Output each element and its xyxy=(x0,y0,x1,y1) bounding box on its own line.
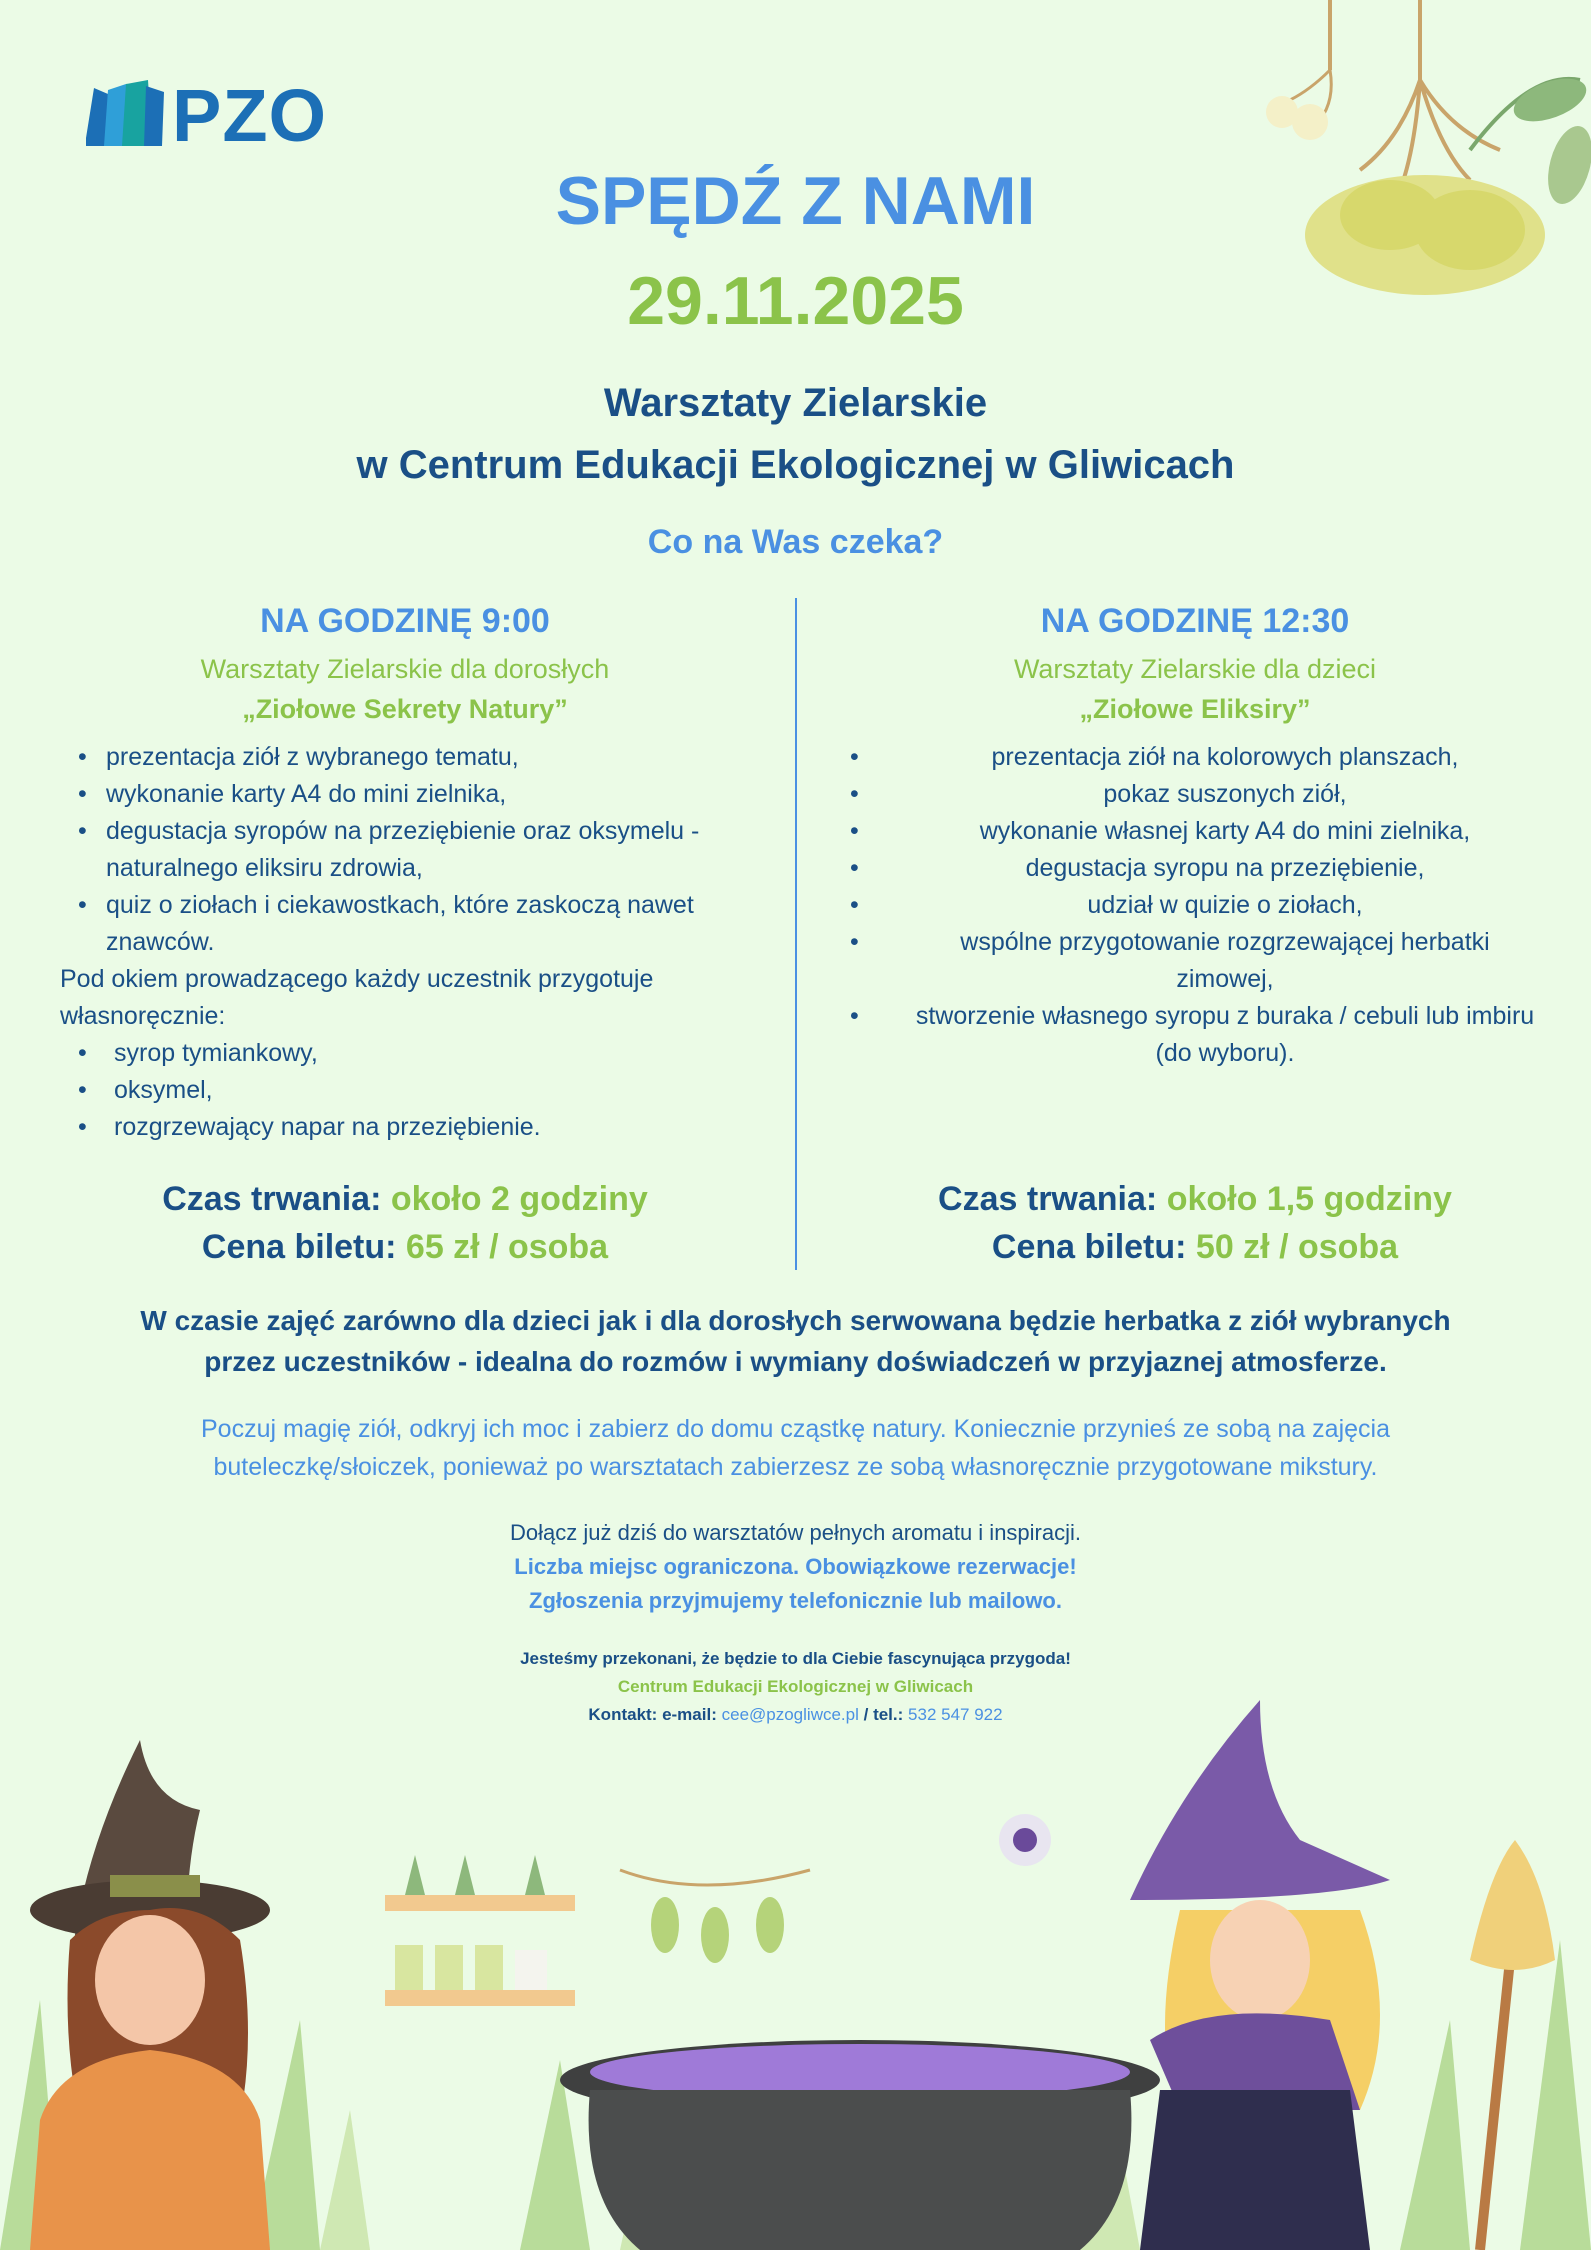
magic-note-line1: Poczuj magię ziół, odkryj ich moc i zabierz do domu cząstkę natury. Koniecznie przynieś ze sobą na zajęcia xyxy=(201,1415,1390,1443)
list-item: • rozgrzewający napar na przeziębienie. xyxy=(60,1109,750,1146)
list-item: • udział w quizie o ziołach, xyxy=(850,887,1540,924)
event-title xyxy=(0,372,1591,496)
adult-time: NA GODZINĘ 9:00 xyxy=(260,602,550,640)
tel-label: / tel.: xyxy=(863,1705,904,1724)
list-item: • wykonanie własnej karty A4 do mini zielnika, xyxy=(850,813,1540,850)
event-title-line1: Warsztaty Zielarskie xyxy=(603,381,988,425)
list-item: • degustacja syropu na przeziębienie, xyxy=(850,850,1540,887)
adult-workshop-name: „Ziołowe Sekrety Natury” xyxy=(242,694,568,724)
event-date: 29.11.2025 xyxy=(627,263,964,339)
organization-name: Centrum Edukacji Ekologicznej w Gliwicach xyxy=(617,1677,974,1696)
list-item: • prezentacja ziół z wybranego tematu, xyxy=(60,739,750,776)
duration-value: około 1,5 godziny xyxy=(1166,1180,1452,1218)
left-witch-icon xyxy=(30,1740,270,2250)
adult-pricing xyxy=(60,1175,750,1271)
magic-note xyxy=(100,1410,1491,1486)
kids-workshop-name: „Ziołowe Eliksiry” xyxy=(1079,694,1311,724)
kids-subtitle: Warsztaty Zielarskie dla dzieci xyxy=(1013,654,1377,684)
limited-text: Liczba miejsc ograniczona. Obowiązkowe rezerwacje! xyxy=(514,1554,1077,1579)
logo-text: PZO xyxy=(172,74,328,157)
pzo-logo xyxy=(86,74,346,157)
column-divider xyxy=(795,598,797,1270)
join-text: Dołącz już dziś do warsztatów pełnych aromatu i inspiracji. xyxy=(509,1520,1081,1545)
garland-icon xyxy=(620,1870,810,1963)
event-title-line2: w Centrum Edukacji Ekologicznej w Gliwicach xyxy=(356,443,1235,487)
magic-note-line2: buteleczkę/słoiczek, ponieważ po warsztatach zabierzesz ze sobą własnoręcznie przygotowane mikstury. xyxy=(213,1453,1378,1481)
adult-subtitle: Warsztaty Zielarskie dla dorosłych xyxy=(200,654,610,684)
reservation-info xyxy=(0,1516,1591,1618)
duration-value: około 2 godziny xyxy=(390,1180,648,1218)
list-item: • wykonanie karty A4 do mini zielnika, xyxy=(60,776,750,813)
adult-program-list xyxy=(60,739,750,961)
kids-time: NA GODZINĘ 12:30 xyxy=(1040,602,1350,640)
tea-note xyxy=(100,1300,1491,1382)
price-value: 65 zł / osoba xyxy=(405,1228,609,1266)
tea-note-line2: przez uczestników - idealna do rozmów i wymiany doświadczeń w przyjaznej atmosferze. xyxy=(204,1346,1387,1377)
headline: SPĘDŹ Z NAMI xyxy=(555,163,1036,239)
phone-link[interactable]: 532 547 922 xyxy=(908,1705,1003,1724)
list-item: • degustacja syropów na przeziębienie oraz oksymelu - naturalnego eliksiru zdrowia, xyxy=(60,813,750,887)
email-link[interactable]: cee@pzogliwce.pl xyxy=(721,1705,859,1724)
duration-label: Czas trwania: xyxy=(938,1180,1158,1218)
list-item: • quiz o ziołach i ciekawostkach, które zaskoczą nawet znawców. xyxy=(60,887,750,961)
list-item: • oksymel, xyxy=(60,1072,750,1109)
tea-note-line1: W czasie zajęć zarówno dla dzieci jak i dla dorosłych serwowana będzie herbatka z ziół wybranych xyxy=(140,1305,1451,1336)
cauldron-icon xyxy=(560,2040,1160,2250)
contact-label: Kontakt: e-mail: xyxy=(588,1705,717,1724)
list-item: • prezentacja ziół na kolorowych planszach, xyxy=(850,739,1540,776)
price-label: Cena biletu: xyxy=(201,1228,397,1266)
pzo-logo-icon xyxy=(86,80,166,152)
list-item: • syrop tymiankowy, xyxy=(60,1035,750,1072)
adult-workshop-column xyxy=(60,602,750,1146)
kids-pricing xyxy=(850,1175,1540,1271)
kids-workshop-column xyxy=(850,602,1540,1072)
price-label: Cena biletu: xyxy=(991,1228,1187,1266)
list-item: • pokaz suszonych ziół, xyxy=(850,776,1540,813)
apply-text: Zgłoszenia przyjmujemy telefonicznie lub mailowo. xyxy=(529,1588,1062,1613)
shelf-icon xyxy=(385,1855,575,2006)
list-item: • stworzenie własnego syropu z buraka / cebuli lub imbiru (do wyboru). xyxy=(850,998,1540,1072)
right-witch-icon xyxy=(1130,1700,1390,2250)
kids-program-list xyxy=(850,739,1540,1072)
adult-intro: Pod okiem prowadzącego każdy uczestnik przygotuje własnoręcznie: xyxy=(60,965,654,1030)
adult-make-list xyxy=(60,1035,750,1146)
closing-text: Jesteśmy przekonani, że będzie to dla Ciebie fascynująca przygoda! xyxy=(520,1649,1071,1668)
magic-eye-icon xyxy=(999,1814,1051,1866)
price-value: 50 zł / osoba xyxy=(1195,1228,1399,1266)
list-item: • wspólne przygotowanie rozgrzewającej herbatki zimowej, xyxy=(850,924,1540,998)
witches-illustration xyxy=(0,1640,1591,2250)
section-question: Co na Was czeka? xyxy=(647,523,944,561)
duration-label: Czas trwania: xyxy=(162,1180,382,1218)
